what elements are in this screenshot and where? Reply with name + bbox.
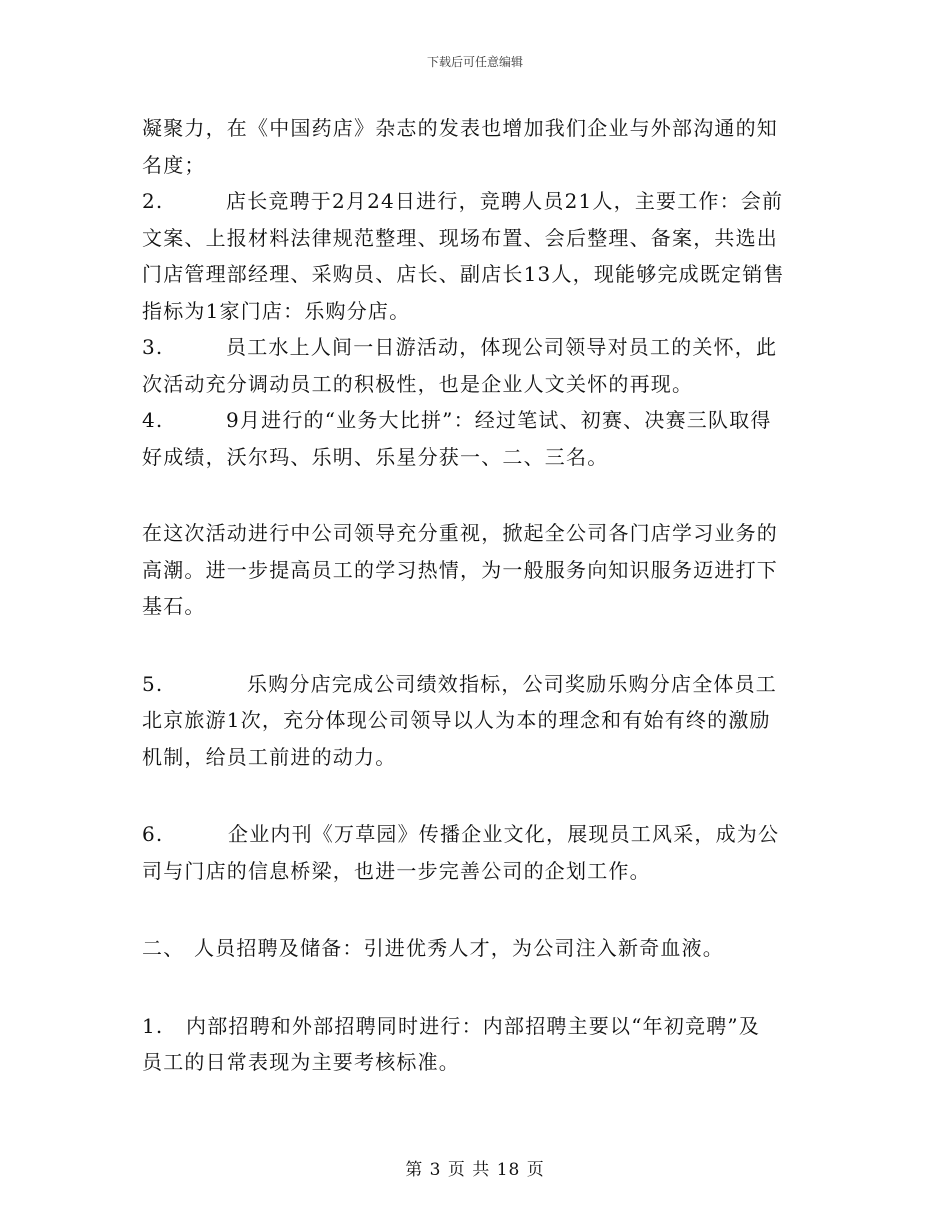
section-title: 人员招聘及储备：引进优秀人才，为公司注入新奇血液。 [194, 936, 724, 960]
list-item-4 [142, 402, 812, 475]
header-text: 下载后可任意编辑 [426, 55, 523, 69]
list-number: 1. [142, 1013, 164, 1038]
text-line: 在这次活动进行中公司领导充分重视，掀起全公司各门店学习业务的 [142, 521, 778, 545]
section-number: 二、 [142, 936, 185, 960]
paragraph-activity [142, 515, 812, 625]
text-line: 北京旅游1次，充分体现公司领导以人为本的理念和有始有终的激励 [142, 708, 771, 732]
footer-label: 页 [526, 1160, 545, 1180]
text-line: 乐购分店完成公司绩效指标，公司奖励乐购分店全体员工 [247, 671, 777, 696]
list-number: 4. [142, 408, 164, 432]
section-heading-2 [142, 930, 812, 967]
text-line: 文案、上报材料法律规范整理、现场布置、会后整理、备案，共选出 [142, 225, 778, 250]
list-item-3 [142, 329, 812, 402]
list-item-2 [142, 183, 812, 329]
text-line: 员工水上人间一日游活动，体现公司领导对员工的关怀，此 [226, 335, 778, 359]
text-line: 基石。 [142, 594, 206, 618]
text-line: 店长竞聘于2月24日进行，竞聘人员21人，主要工作：会前 [226, 189, 784, 213]
text-line: 内部招聘和外部招聘同时进行：内部招聘主要以“年初竞聘”及 [186, 1013, 761, 1038]
page-number: 3 [429, 1160, 442, 1180]
paragraph-continuation [142, 110, 812, 183]
text-line: 司与门店的信息桥梁，也进一步完善公司的企划工作。 [142, 858, 651, 883]
text-line: 指标为1家门店：乐购分店。 [142, 298, 411, 323]
list-number: 5. [142, 671, 164, 696]
text-line: 员工的日常表现为主要考核标准。 [142, 1050, 460, 1074]
document-body [142, 110, 812, 1081]
text-line: 凝聚力，在《中国药店》杂志的发表也增加我们企业与外部沟通的知 [142, 116, 778, 140]
list-item-6 [142, 816, 812, 889]
text-line: 机制，给员工前进的动力。 [142, 744, 397, 769]
text-line: 名度； [142, 152, 206, 177]
text-line: 9月进行的“业务大比拼”：经过笔试、初赛、决赛三队取得 [226, 408, 772, 432]
text-line: 高潮。进一步提高员工的学习热情，为一般服务向知识服务迈进打下 [142, 557, 778, 582]
list-item-5 [142, 666, 812, 776]
text-line: 企业内刊《万草园》传播企业文化，展现员工风采，成为公 [228, 822, 780, 846]
text-line: 次活动充分调动员工的积极性，也是企业人文关怀的再现。 [142, 371, 694, 396]
list-number: 6. [142, 822, 164, 846]
text-line: 好成绩，沃尔玛、乐明、乐星分获一、二、三名。 [142, 444, 609, 469]
footer-label: 第 [405, 1160, 424, 1180]
text-line: 门店管理部经理、采购员、店长、副店长13人，现能够完成既定销售 [142, 262, 785, 286]
total-pages: 18 [496, 1160, 521, 1180]
list-number: 2. [142, 189, 164, 213]
footer-label: 共 [472, 1160, 491, 1180]
subsection-item-1 [142, 1008, 812, 1081]
page-footer [0, 1155, 950, 1180]
page-header [0, 53, 950, 70]
footer-label: 页 [447, 1160, 466, 1180]
list-number: 3. [142, 335, 164, 359]
